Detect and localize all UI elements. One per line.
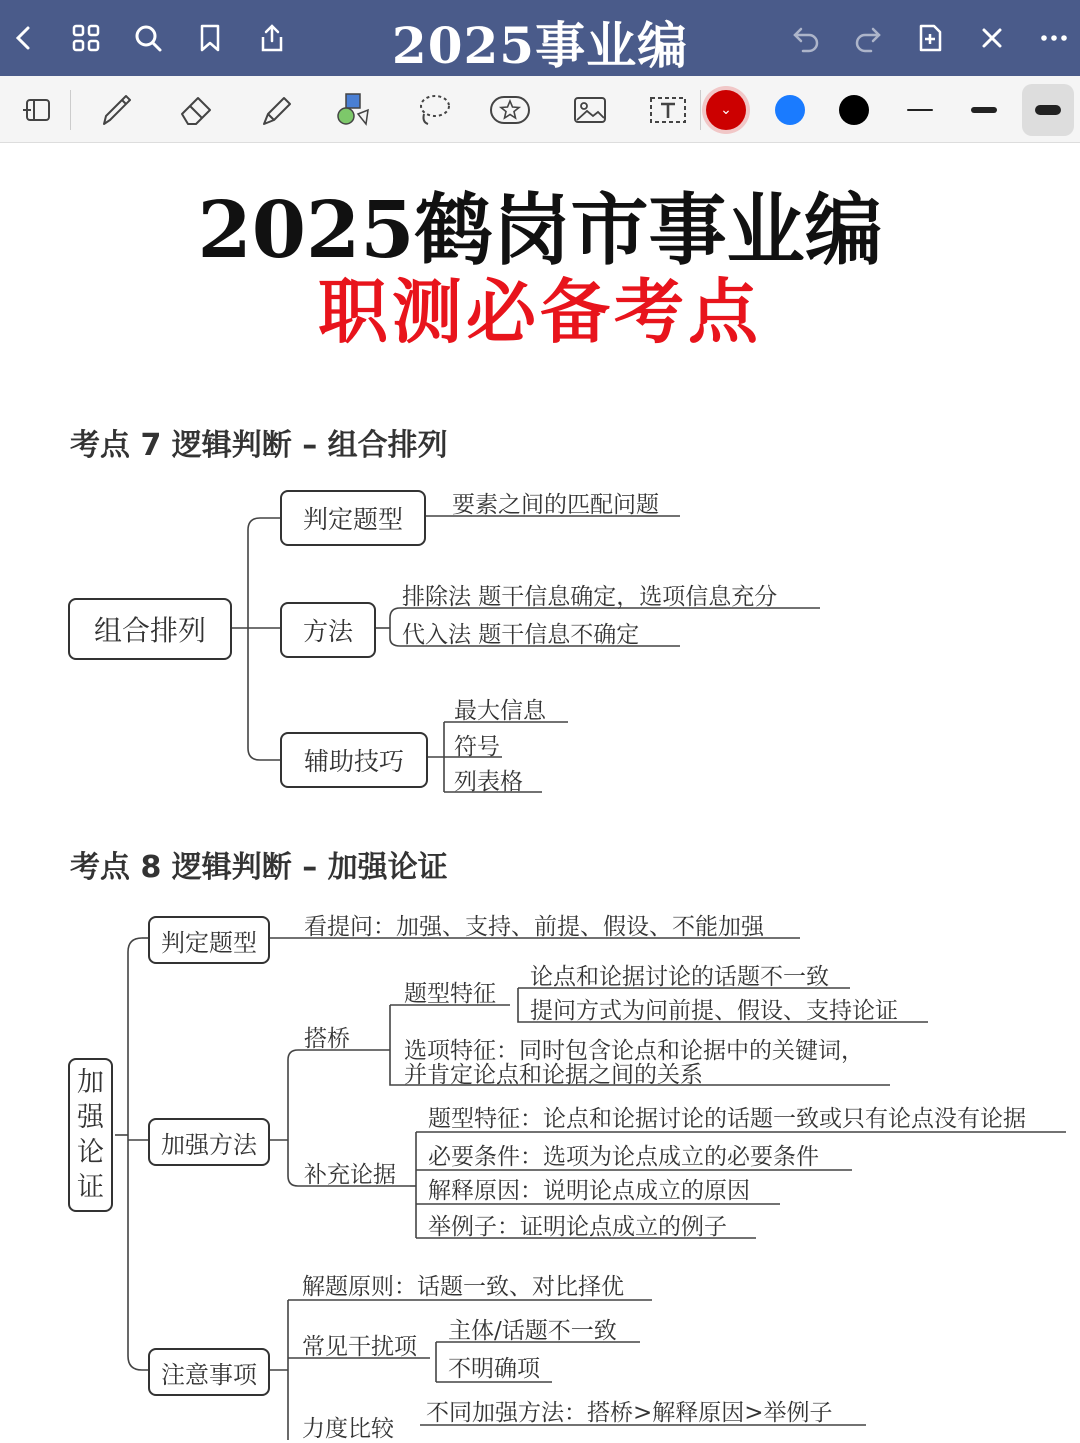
page-subtitle: 职测必备考点 — [318, 270, 762, 353]
leaf-topic-inconsistent: 论点和论据讨论的话题不一致 — [530, 964, 829, 990]
node-supplement-evidence: 补充论据 — [304, 1162, 396, 1188]
leaf-method-ranking: 不同加强方法：搭桥>解释原因>举例子 — [426, 1400, 833, 1426]
leaf-element-matching: 要素之间的匹配问题 — [452, 492, 659, 518]
node-common-distractors: 常见干扰项 — [302, 1334, 417, 1360]
node-bridging-type-features: 题型特征 — [404, 981, 496, 1007]
node-methods: 方法 — [280, 602, 376, 658]
leaf-supp-type-features: 题型特征：论点和论据讨论的话题一致或只有论点没有论据 — [428, 1106, 1026, 1132]
leaf-explain-reason: 解释原因：说明论点成立的原因 — [428, 1178, 750, 1204]
section-8-heading: 考点 8 逻辑判断 – 加强论证 — [70, 850, 448, 885]
node-judge-type-8: 判定题型 — [148, 916, 270, 964]
leaf-question-keywords: 看提问：加强、支持、前提、假设、不能加强 — [304, 914, 764, 940]
leaf-max-info: 最大信息 — [454, 698, 546, 724]
document-title: 2025事业编 — [391, 16, 689, 75]
node-aux-skills: 辅助技巧 — [280, 732, 428, 788]
node-judge-type: 判定题型 — [280, 490, 426, 546]
node-root-strengthen: 加强论证 — [68, 1058, 113, 1212]
leaf-option-features-2: 并肯定论点和论据之间的关系 — [404, 1062, 703, 1088]
node-notes: 注意事项 — [148, 1348, 270, 1396]
selected-check-icon: ⌄ — [706, 90, 746, 130]
section-7-heading: 考点 7 逻辑判断 – 组合排列 — [70, 428, 448, 463]
leaf-give-example: 举例子：证明论点成立的例子 — [428, 1214, 727, 1240]
node-bridging: 搭桥 — [304, 1026, 350, 1052]
node-strength-comparison: 力度比较 — [302, 1416, 394, 1442]
leaf-substitution-method: 代入法 题干信息不确定 — [402, 622, 640, 648]
leaf-solving-principle: 解题原则：话题一致、对比择优 — [302, 1274, 624, 1300]
leaf-table: 列表格 — [454, 769, 523, 795]
leaf-symbol: 符号 — [454, 734, 500, 760]
node-strengthen-methods: 加强方法 — [148, 1118, 270, 1166]
leaf-subject-inconsistent: 主体/话题不一致 — [448, 1318, 617, 1344]
leaf-question-style: 提问方式为问前提、假设、支持论证 — [530, 998, 898, 1024]
leaf-elimination-method: 排除法 题干信息确定，选项信息充分 — [402, 584, 778, 610]
node-root-combination: 组合排列 — [68, 598, 232, 660]
page-main-title: 2025鹤岗市事业编 — [197, 185, 883, 276]
leaf-necessary-condition: 必要条件：选项为论点成立的必要条件 — [428, 1144, 819, 1170]
leaf-unclear-item: 不明确项 — [448, 1356, 540, 1382]
leaf-option-features-1: 选项特征：同时包含论点和论据中的关键词， — [404, 1038, 864, 1064]
